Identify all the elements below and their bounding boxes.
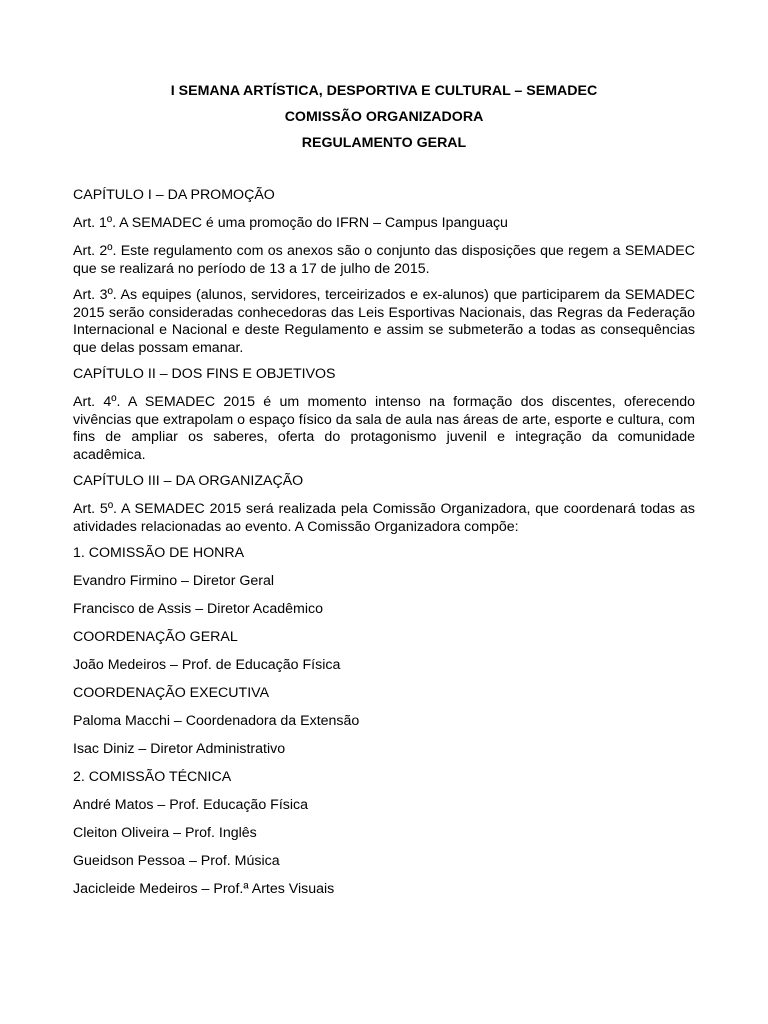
executive-coordination-heading: COORDENAÇÃO EXECUTIVA <box>73 685 270 701</box>
event-title: I SEMANA ARTÍSTICA, DESPORTIVA E CULTURAL – SEMADEC <box>170 83 598 99</box>
technical-committee-heading: 2. COMISSÃO TÉCNICA <box>73 769 232 785</box>
document-page <box>73 83 695 909</box>
article-3: Art. 3º. As equipes (alunos, servidores, terceirizados e ex-alunos) que participarem da SEMADEC 2015 serão consideradas conhecedoras das Leis Esportivas Nacionais, das Regras da Federação Internacional e Nacional e deste Regulamento e assim se submeterão a todas as consequências que delas possam emanar. <box>73 287 695 356</box>
article-5: Art. 5º. A SEMADEC 2015 será realizada pela Comissão Organizadora, que coordenará todas as atividades relacionadas ao evento. A Comissão Organizadora compõe: <box>73 501 695 535</box>
document-title: REGULAMENTO GERAL <box>301 135 467 151</box>
chapter-2-heading: CAPÍTULO II – DOS FINS E OBJETIVOS <box>73 366 336 382</box>
general-coordination-heading: COORDENAÇÃO GERAL <box>73 629 238 645</box>
general-coordination-member: João Medeiros – Prof. de Educação Física <box>73 657 341 673</box>
technical-member: Gueidson Pessoa – Prof. Música <box>73 853 280 869</box>
honor-committee-heading: 1. COMISSÃO DE HONRA <box>73 545 245 561</box>
honor-member: Francisco de Assis – Diretor Acadêmico <box>73 601 323 617</box>
executive-coordination-member: Isac Diniz – Diretor Administrativo <box>73 741 286 757</box>
technical-member: Jacicleide Medeiros – Prof.ª Artes Visuais <box>73 881 335 897</box>
article-1: Art. 1º. A SEMADEC é uma promoção do IFRN – Campus Ipanguaçu <box>73 215 508 231</box>
chapter-1-heading: CAPÍTULO I – DA PROMOÇÃO <box>73 187 275 203</box>
committee-heading: COMISSÃO ORGANIZADORA <box>284 109 484 125</box>
chapter-3-heading: CAPÍTULO III – DA ORGANIZAÇÃO <box>73 473 304 489</box>
technical-member: André Matos – Prof. Educação Física <box>73 797 308 813</box>
honor-member: Evandro Firmino – Diretor Geral <box>73 573 275 589</box>
executive-coordination-member: Paloma Macchi – Coordenadora da Extensão <box>73 713 360 729</box>
technical-member: Cleiton Oliveira – Prof. Inglês <box>73 825 257 841</box>
article-4: Art. 4º. A SEMADEC 2015 é um momento intenso na formação dos discentes, oferecendo vivências que extrapolam o espaço físico da sala de aula nas áreas de arte, esporte e cultura, com fins de ampliar os saberes, oferta do protagonismo juvenil e integração da comunidade acadêmica. <box>73 394 695 463</box>
article-2: Art. 2º. Este regulamento com os anexos são o conjunto das disposições que regem a SEMADEC que se realizará no período de 13 a 17 de julho de 2015. <box>73 243 695 277</box>
